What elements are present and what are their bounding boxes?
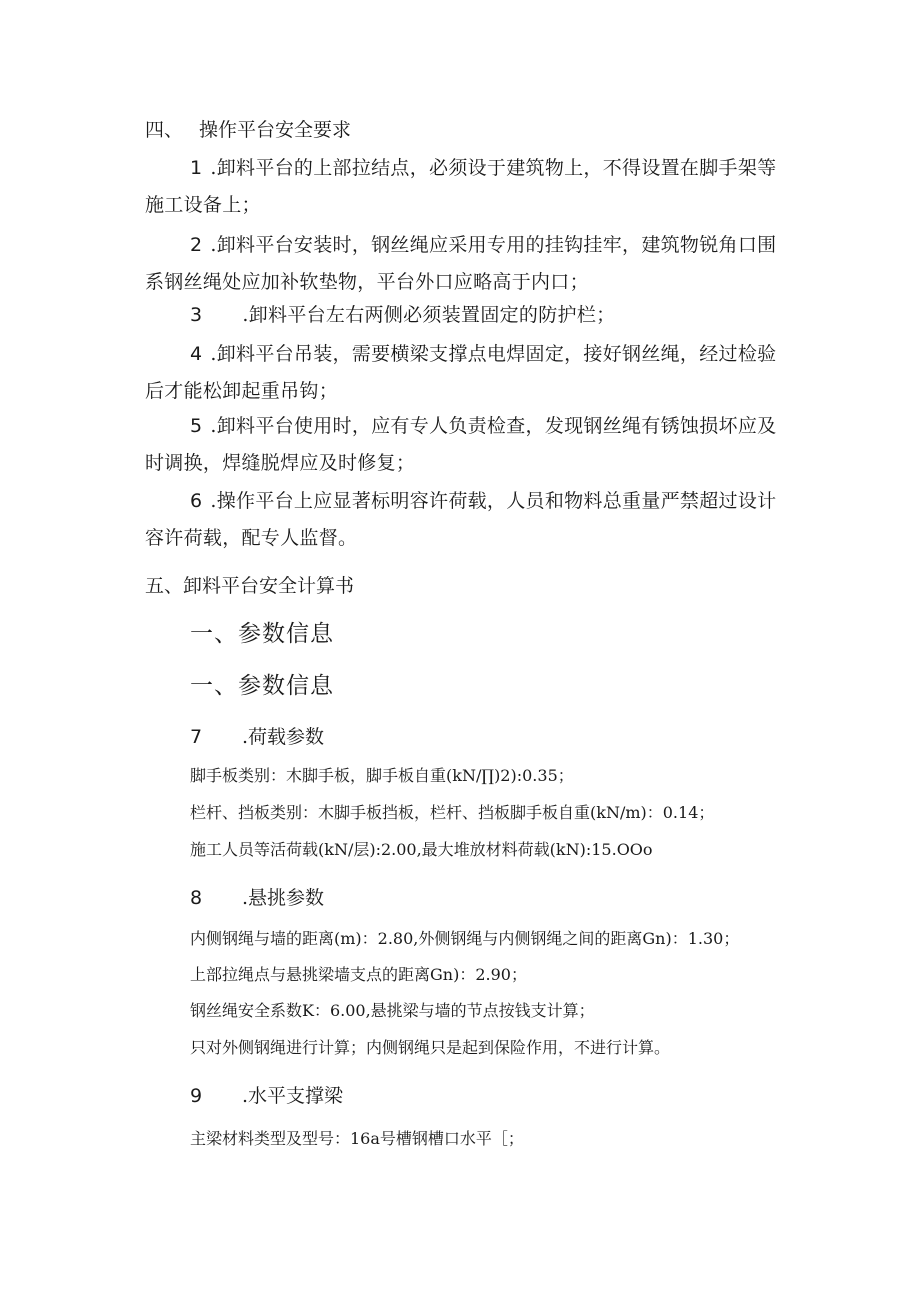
cantilever-params-title: .悬挑参数 bbox=[242, 887, 325, 909]
cantilever-param-line-1: 内侧钢绳与墙的距离(m)：2.80,外侧钢绳与内侧钢绳之间的距离Gn)：1.30； bbox=[190, 929, 740, 948]
item-index: 5 bbox=[190, 415, 203, 437]
item-text: .卸料平台安装时，钢丝绳应采用专用的挂钩挂牢，建筑物锐角口围系钢丝绳处应加补软垫物，平台外口应略高于内口； bbox=[145, 234, 777, 293]
cantilever-params-heading bbox=[190, 885, 324, 911]
section4-number: 四、 bbox=[145, 119, 184, 141]
requirement-item-3 bbox=[145, 297, 795, 334]
load-params-heading bbox=[190, 724, 324, 750]
beam-param-line-1: 主梁材料类型及型号：16a号槽钢槽口水平［； bbox=[190, 1129, 524, 1148]
section5-heading: 五、卸料平台安全计算书 bbox=[145, 575, 355, 597]
item-index: 2 bbox=[190, 234, 203, 256]
beam-params-number: 9 bbox=[190, 1085, 203, 1107]
param-heading-1: 一、参数信息 bbox=[190, 621, 334, 647]
beam-params-heading bbox=[190, 1083, 343, 1109]
item-index: 1 bbox=[190, 157, 203, 179]
item-index: 6 bbox=[190, 490, 203, 512]
param-heading-2: 一、参数信息 bbox=[190, 673, 334, 699]
item-text: .卸料平台的上部拉结点，必须设于建筑物上，不得设置在脚手架等施工设备上； bbox=[145, 157, 777, 216]
item-text: .卸料平台使用时，应有专人负责检查，发现钢丝绳有锈蚀损坏应及时调换，焊缝脱焊应及时修复； bbox=[145, 415, 777, 474]
beam-params-title: .水平支撑梁 bbox=[242, 1085, 344, 1107]
item-text: .卸料平台吊装，需要横梁支撑点电焊固定，接好钢丝绳，经过检验后才能松卸起重吊钩； bbox=[145, 343, 777, 402]
load-param-line-1: 脚手板类别：木脚手板，脚手板自重(kN/∏)2):0.35； bbox=[190, 766, 574, 785]
requirement-item-5 bbox=[145, 408, 795, 482]
requirement-item-2 bbox=[145, 227, 795, 301]
load-params-number: 7 bbox=[190, 726, 203, 748]
section4-heading bbox=[145, 117, 351, 143]
load-param-line-3: 施工人员等活荷载(kN/层):2.00,最大堆放材料荷载(kN):15.OOo bbox=[190, 840, 653, 859]
requirement-item-1 bbox=[145, 150, 795, 224]
item-index: 3 bbox=[190, 304, 203, 326]
cantilever-param-line-2: 上部拉绳点与悬挑梁墙支点的距离Gn)：2.90； bbox=[190, 965, 527, 984]
requirement-item-6 bbox=[145, 483, 795, 557]
item-text: .卸料平台左右两侧必须装置固定的防护栏； bbox=[242, 304, 616, 326]
load-params-title: .荷载参数 bbox=[242, 726, 325, 748]
cantilever-param-line-4: 只对外侧钢绳进行计算；内侧钢绳只是起到保险作用，不进行计算。 bbox=[190, 1038, 671, 1057]
item-text: .操作平台上应显著标明容许荷载，人员和物料总重量严禁超过设计容许荷载，配专人监督。 bbox=[145, 490, 777, 549]
cantilever-params-number: 8 bbox=[190, 887, 203, 909]
section4-title: 操作平台安全要求 bbox=[199, 119, 352, 141]
item-index: 4 bbox=[190, 343, 203, 365]
requirement-item-4 bbox=[145, 336, 795, 410]
load-param-line-2: 栏杆、挡板类别：木脚手板挡板，栏杆、挡板脚手板自重(kN/m)：0.14； bbox=[190, 803, 715, 822]
cantilever-param-line-3: 钢丝绳安全系数K：6.00,悬挑梁与墙的节点按钱支计算； bbox=[190, 1001, 595, 1020]
